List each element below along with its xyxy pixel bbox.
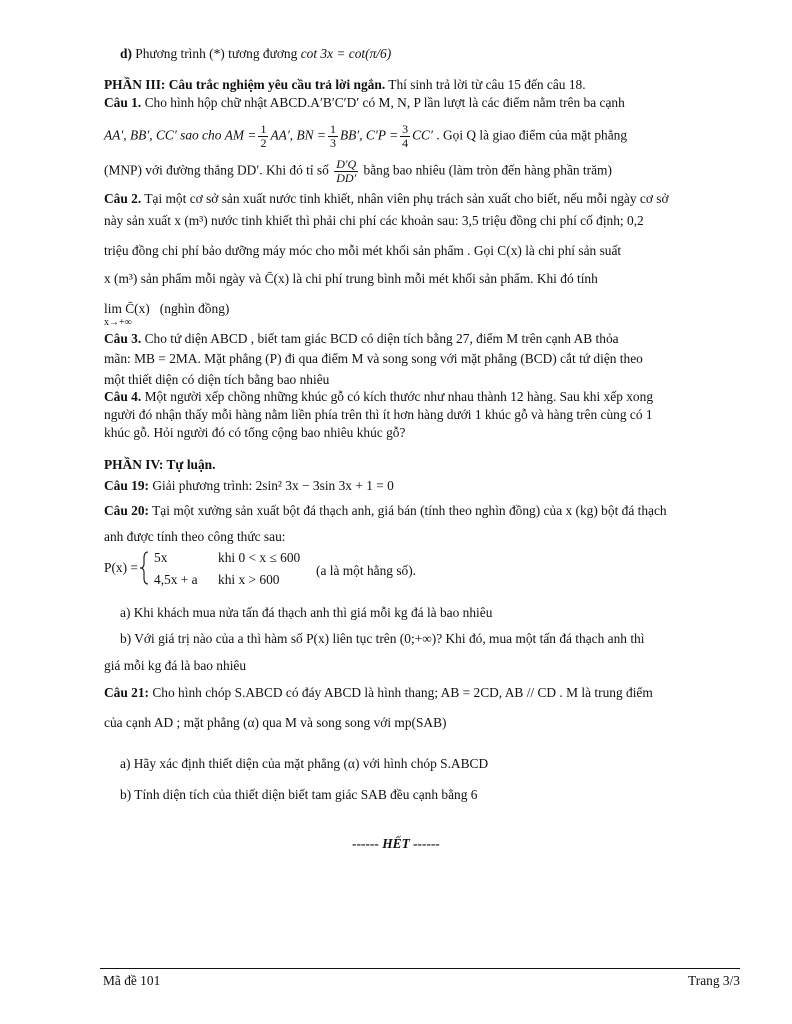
- footer-exam-code: Mã đề 101: [103, 973, 161, 988]
- q21-line1: [104, 684, 740, 702]
- q1-text1: Cho hình hộp chữ nhật ABCD.A′B′C′D′ có M, N, P lần lượt là các điểm nằm trên ba cạnh: [144, 95, 625, 110]
- q21-a: a) Hãy xác định thiết diện của mặt phẳng (α) với hình chóp S.ABCD: [120, 756, 489, 771]
- q2-unit: (nghìn đồng): [159, 301, 230, 316]
- brace-icon: [140, 552, 148, 584]
- q21-text1: Cho hình chóp S.ABCD có đáy ABCD là hình thang; AB = 2CD, AB // CD . M là trung điểm: [152, 685, 653, 700]
- q4-line1: [104, 388, 740, 406]
- q19-text: Giải phương trình: 2sin² 3x − 3sin 3x + 1 = 0: [152, 478, 394, 493]
- q4-text1: Một người xếp chồng những khúc gỗ có kích thước như nhau thành 12 hàng. Sau khi xếp xong: [144, 389, 654, 404]
- option-d: [120, 45, 740, 63]
- q1-line2: AA′, BB′, CC′ sao cho AM = $\frac{1}{2}$ AA′, BN = $\frac{1}{3}$ BB′, C′P = $\frac{3}{4}$ CC′ . Gọi Q là giao điểm của mặt phẳng: [104, 122, 628, 150]
- func-label: P(x) =: [104, 560, 138, 575]
- q3-text1: Cho tứ diện ABCD , biết tam giác BCD có diện tích bằng 27, điểm M trên cạnh AB thỏa: [144, 331, 619, 346]
- case1-cond: khi 0 < x ≤ 600: [218, 550, 301, 565]
- footer-page-number: Trang 3/3: [688, 973, 740, 988]
- q1-text2a: AA′, BB′, CC′ sao cho: [104, 127, 222, 143]
- q2-line4: x (m³) sản phẩm mỗi ngày và C̄(x) là chi phí trung bình mỗi mét khối sản phẩm. Khi đó tính: [104, 271, 598, 286]
- q21-line2: của cạnh AD ; mặt phẳng (α) qua M và song song với mp(SAB): [104, 715, 447, 730]
- q1-text2b: . Gọi Q là giao điểm của mặt phẳng: [436, 127, 628, 143]
- footer-divider: [100, 968, 740, 969]
- q3-line3: một thiết diện có diện tích bằng bao nhiêu: [104, 372, 330, 387]
- q3-label: Câu 3.: [104, 331, 142, 346]
- q19-line: [104, 477, 740, 495]
- q1-label: Câu 1.: [104, 95, 142, 110]
- part3-heading: PHẦN III: Câu trắc nghiệm yêu cầu trả lời ngắn.: [104, 77, 386, 92]
- q4-line3: khúc gỗ. Hỏi người đó có tổng cộng bao nhiêu khúc gỗ?: [104, 425, 406, 440]
- q1-text3a: (MNP) với đường thẳng DD′. Khi đó tỉ số: [104, 162, 329, 178]
- q2-label: Câu 2.: [104, 191, 142, 206]
- q2-line2: này sản xuất x (m³) nước tinh khiết thì phải chi phí các khoản sau: 3,5 triệu đồng chi phí cố định; 0,2: [104, 213, 644, 228]
- option-d-label: d): [120, 46, 132, 61]
- q1-line1: [104, 94, 740, 112]
- q20-line2: anh được tính theo công thức sau:: [104, 529, 286, 544]
- q20-text1: Tại một xưởng sản xuất bột đá thạch anh, giá bán (tính theo nghìn đồng) của x (kg) bột đá thạch: [152, 503, 667, 518]
- q20-a: a) Khi khách mua nửa tấn đá thạch anh thì giá mỗi kg đá là bao nhiêu: [120, 605, 493, 620]
- part4-heading: [104, 456, 740, 474]
- q3-line2: mãn: MB = 2MA. Mặt phẳng (P) đi qua điểm M và song song với mặt phẳng (BCD) cắt tứ diện theo: [104, 351, 643, 366]
- case1-expr: 5x: [154, 550, 168, 565]
- q4-label: Câu 4.: [104, 389, 142, 404]
- q20-b2: giá mỗi kg đá là bao nhiêu: [104, 658, 247, 673]
- q2-line3: triệu đồng chi phí bảo dưỡng máy móc cho mỗi mét khối sản phẩm . Gọi C(x) là chi phí sản suất: [104, 243, 622, 258]
- q21-label: Câu 21:: [104, 685, 150, 700]
- func-note: (a là một hằng số).: [316, 563, 417, 578]
- q20-b1: b) Với giá trị nào của a thì hàm số P(x) liên tục trên (0;+∞)? Khi đó, mua một tấn đá thạch anh thì: [120, 631, 645, 646]
- option-d-text: Phương trình (*) tương đương: [135, 46, 298, 61]
- q2-line1: [104, 190, 740, 208]
- q1-line3: (MNP) với đường thẳng DD′. Khi đó tỉ số $\frac{D'Q}{DD'}$ bằng bao nhiêu (làm tròn đến hàng phần trăm): [104, 157, 612, 185]
- q4-line2: người đó nhận thấy mỗi hàng nằm liền phía trên thì ít hơn hàng dưới 1 khúc gỗ và hàng trên cùng có 1: [104, 407, 653, 422]
- q2-limit-sub: x→+∞: [104, 317, 132, 328]
- case2-cond: khi x > 600: [218, 572, 280, 587]
- option-d-formula: cot 3x = cot(π/6): [300, 46, 392, 61]
- part3-heading-line: [104, 76, 740, 94]
- case2-expr: 4,5x + a: [154, 572, 198, 587]
- q20-label: Câu 20:: [104, 503, 150, 518]
- q21-b: b) Tính diện tích của thiết diện biết tam giác SAB đều cạnh bằng 6: [120, 787, 478, 802]
- part3-instruction: Thí sinh trả lời từ câu 15 đến câu 18.: [388, 77, 586, 92]
- q2-text1: Tại một cơ sở sản xuất nước tinh khiết, nhân viên phụ trách sản xuất cho biết, nếu mỗi ngày cơ sở: [144, 191, 669, 206]
- q2-limit: lim C̄(x): [104, 301, 150, 316]
- part4-heading-text: PHẦN IV: Tự luận.: [104, 457, 216, 472]
- q20-line1: [104, 502, 740, 520]
- q1-text3b: bằng bao nhiêu (làm tròn đến hàng phần trăm): [363, 162, 612, 178]
- q3-line1: [104, 330, 740, 348]
- end-mark: ------ HẾT ------: [352, 836, 440, 851]
- q19-label: Câu 19:: [104, 478, 150, 493]
